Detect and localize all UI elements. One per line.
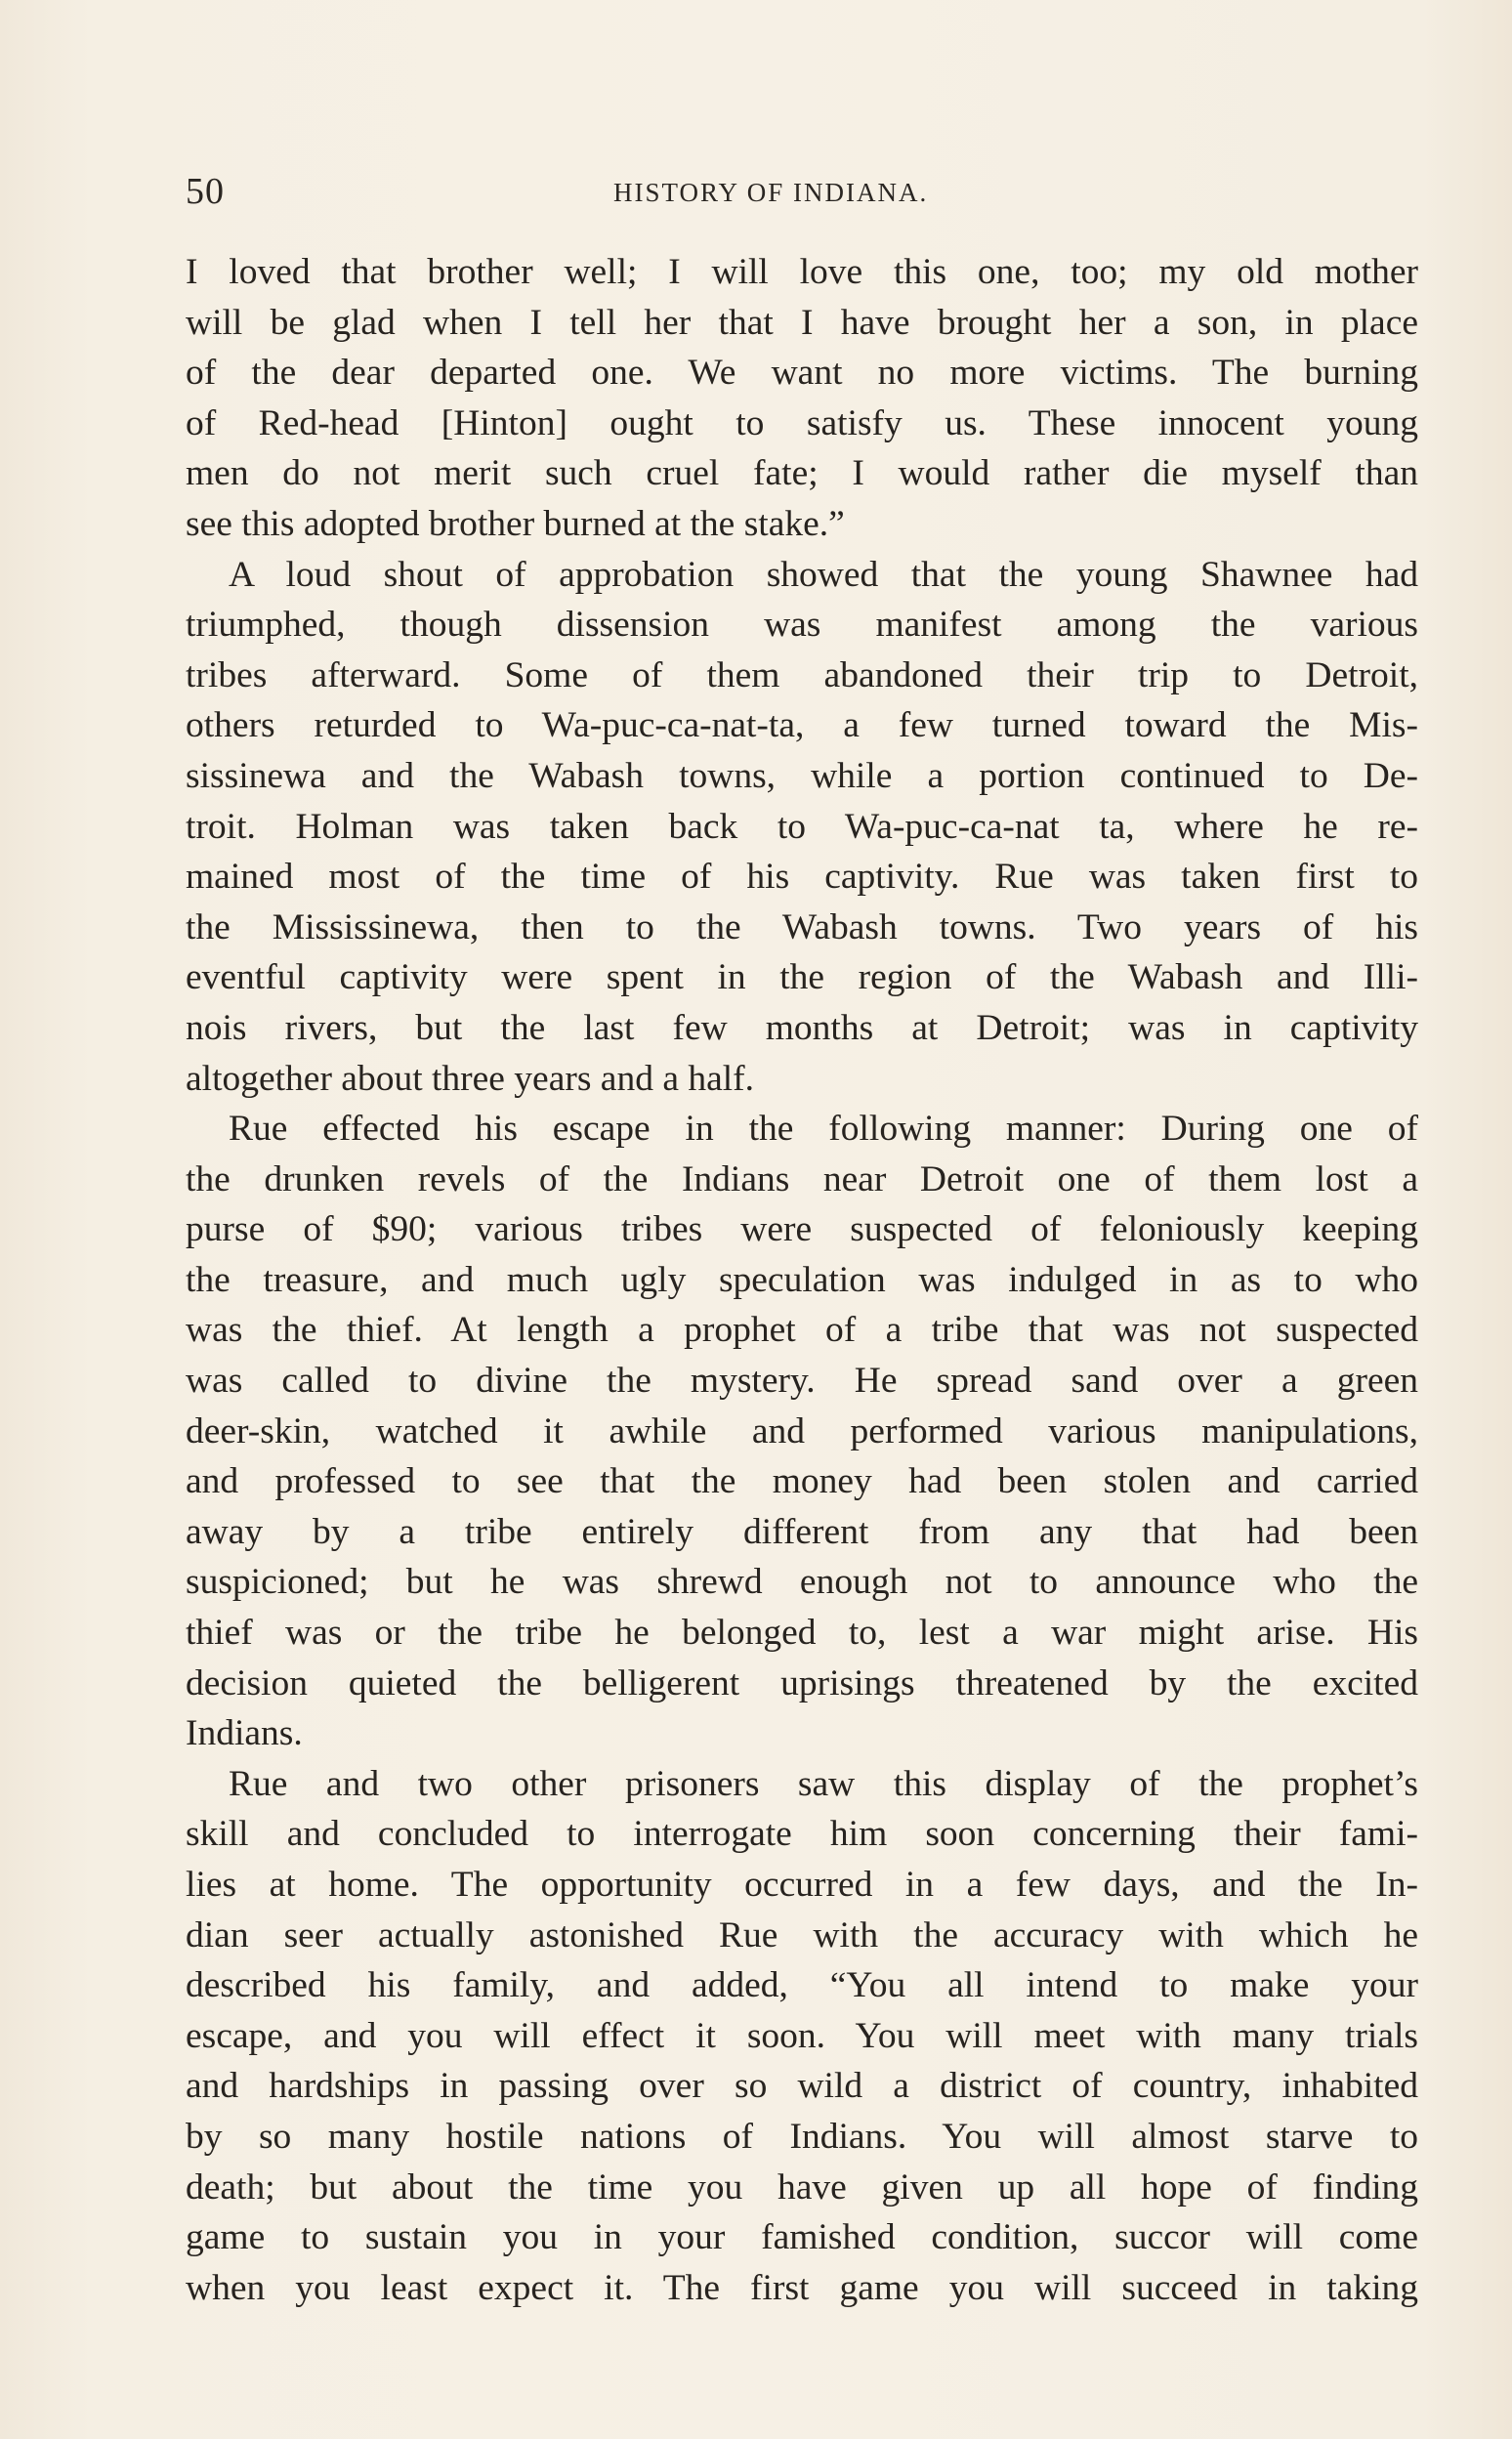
text-line: tribes afterward. Some of them abandoned their trip to Detroit, bbox=[186, 654, 1418, 695]
text-line: suspicioned; but he was shrewd enough not to announce who the bbox=[186, 1562, 1418, 1603]
text-line: lies at home. The opportunity occurred in a few days, and the In- bbox=[186, 1865, 1418, 1905]
paragraph bbox=[186, 247, 1418, 550]
text-line: triumphed, though dissension was manifest among the various bbox=[186, 605, 1418, 646]
text-line: the Mississinewa, then to the Wabash towns. Two years of his bbox=[186, 906, 1418, 947]
text-line: by so many hostile nations of Indians. You will almost starve to bbox=[186, 2116, 1418, 2157]
text-line: escape, and you will effect it soon. You will meet with many trials bbox=[186, 2015, 1418, 2056]
text-line: described his family, and added, “You all intend to make your bbox=[186, 1965, 1418, 2006]
text-line: dian seer actually astonished Rue with the accuracy with which he bbox=[186, 1914, 1418, 1955]
text-line: was called to divine the mystery. He spread sand over a green bbox=[186, 1361, 1418, 1402]
text-line: when you least expect it. The first game you will succeed in taking bbox=[186, 2267, 1418, 2308]
text-line: away by a tribe entirely different from any that had been bbox=[186, 1511, 1418, 1552]
text-line: troit. Holman was taken back to Wa-puc-ca-nat ta, where he re- bbox=[186, 806, 1418, 847]
page-header bbox=[186, 164, 1416, 223]
text-line: purse of $90; various tribes were suspected of feloniously keeping bbox=[186, 1209, 1418, 1250]
text-line: men do not merit such cruel fate; I would rather die myself than bbox=[186, 453, 1418, 494]
text-line: was the thief. At length a prophet of a tribe that was not suspected bbox=[186, 1310, 1418, 1351]
text-line: see this adopted brother burned at the stake.” bbox=[186, 503, 845, 544]
text-line: the drunken revels of the Indians near Detroit one of them lost a bbox=[186, 1158, 1418, 1199]
paragraph bbox=[186, 550, 1418, 1105]
text-line: will be glad when I tell her that I have brought her a son, in place bbox=[186, 302, 1418, 343]
paragraph bbox=[186, 1759, 1418, 2314]
text-line: Indians. bbox=[186, 1713, 303, 1754]
text-line: deer-skin, watched it awhile and performed various manipulations, bbox=[186, 1410, 1418, 1451]
text-line: game to sustain you in your famished condition, succor will come bbox=[186, 2217, 1418, 2258]
text-line: and professed to see that the money had been stolen and carried bbox=[186, 1461, 1418, 1502]
text-line: sissinewa and the Wabash towns, while a portion continued to De- bbox=[186, 755, 1418, 796]
text-line: the treasure, and much ugly speculation was indulged in as to who bbox=[186, 1259, 1418, 1300]
text-line: nois rivers, but the last few months at Detroit; was in captivity bbox=[186, 1007, 1418, 1048]
text-line: I loved that brother well; I will love this one, too; my old mother bbox=[186, 252, 1418, 292]
text-line: decision quieted the belligerent uprisings threatened by the excited bbox=[186, 1662, 1418, 1703]
text-line: skill and concluded to interrogate him soon concerning their fami- bbox=[186, 1814, 1418, 1855]
text-line: of the dear departed one. We want no more victims. The burning bbox=[186, 353, 1418, 394]
text-line: altogether about three years and a half. bbox=[186, 1058, 755, 1099]
text-line: eventful captivity were spent in the region of the Wabash and Illi- bbox=[186, 957, 1418, 998]
text-line: mained most of the time of his captivity. Rue was taken first to bbox=[186, 857, 1418, 898]
running-head: HISTORY OF INDIANA. bbox=[613, 178, 929, 207]
text-line: others returded to Wa-puc-ca-nat-ta, a few turned toward the Mis- bbox=[186, 705, 1418, 746]
text-line: thief was or the tribe he belonged to, lest a war might arise. His bbox=[186, 1613, 1418, 1654]
text-line: death; but about the time you have given up all hope of finding bbox=[186, 2166, 1418, 2208]
text-line: Rue and two other prisoners saw this display of the prophet’s bbox=[229, 1763, 1418, 1804]
page-number: 50 bbox=[186, 171, 225, 212]
text-line: Rue effected his escape in the following manner: During one of bbox=[229, 1109, 1418, 1150]
text-line: A loud shout of approbation showed that the young Shawnee had bbox=[229, 554, 1418, 595]
text-line: of Red-head [Hinton] ought to satisfy us. These innocent young bbox=[186, 402, 1418, 443]
body-text bbox=[186, 247, 1418, 2313]
paragraph bbox=[186, 1104, 1418, 1759]
text-line: and hardships in passing over so wild a district of country, inhabited bbox=[186, 2066, 1418, 2107]
